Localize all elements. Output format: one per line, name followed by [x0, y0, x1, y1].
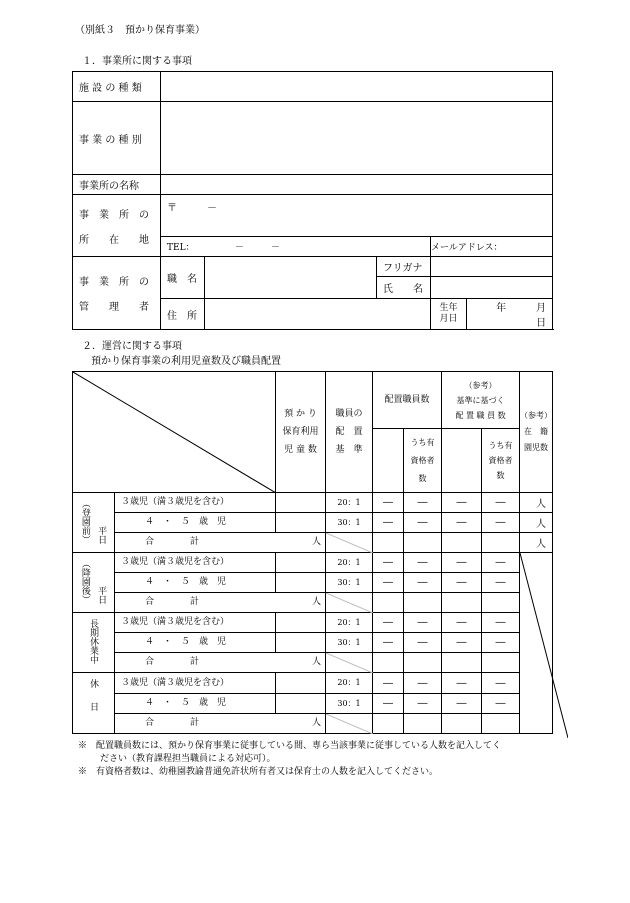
row-total-unit: 人: [311, 657, 321, 667]
ref-staff-cell: ―: [442, 573, 482, 593]
staff-cell: ―: [373, 493, 404, 513]
ratio-age45: 30：1: [326, 694, 373, 714]
ref-qualified-cell: ―: [482, 553, 520, 573]
qualified-cell: ―: [404, 613, 442, 633]
staff-total[interactable]: [373, 593, 404, 613]
postal-field[interactable]: [161, 195, 553, 237]
section2-title: ２．運営に関する事項: [82, 341, 182, 352]
ref-qualified-total[interactable]: [482, 714, 520, 734]
ratio-age3: 20：1: [326, 553, 373, 573]
birthdate-label: [431, 299, 467, 330]
position-label: 職 名: [161, 257, 205, 299]
enrolled-diagonal-cell: [520, 553, 553, 734]
children-age45[interactable]: [276, 633, 326, 653]
diagonal-line: [73, 372, 276, 493]
row-total: [115, 533, 326, 553]
staff-cell: ―: [373, 513, 404, 533]
ref-qualified-header: [482, 429, 520, 493]
position-field[interactable]: [205, 257, 377, 299]
row-age45-label: ４ ・ ５ 歳 児: [115, 694, 276, 714]
enrolled-header: [520, 372, 553, 493]
email-field[interactable]: [431, 237, 553, 257]
qualified-cell: ―: [404, 673, 442, 694]
manager-label-line1: 事 業 所 の: [79, 277, 149, 288]
row-total-label: 合 計: [145, 597, 200, 607]
staffing-table: [72, 371, 553, 734]
staff-count-header: 配置職員数: [373, 372, 442, 429]
qualified-line3: 数: [418, 473, 427, 483]
ref-qualified-cell: ―: [482, 493, 520, 513]
ref-qualified-total[interactable]: [482, 593, 520, 613]
furigana-field[interactable]: [431, 257, 553, 277]
standard-header-line3: 基 準: [335, 445, 363, 455]
children-age45[interactable]: [276, 694, 326, 714]
enrolled-diagonal-line: [520, 553, 568, 738]
residence-label: 住 所: [161, 299, 205, 330]
ref-staff-cell: ―: [442, 553, 482, 573]
address-label-line2: 所 在 地: [79, 234, 149, 246]
qualified-line2: 資格者: [410, 455, 435, 465]
qualified-cell: ―: [404, 493, 442, 513]
enrolled-line1: （参考）: [520, 411, 553, 420]
tel-label: TEL： － －: [167, 243, 281, 253]
children-age3[interactable]: [276, 493, 326, 513]
enrolled-total[interactable]: 人: [520, 533, 553, 553]
hatched-cell: [326, 533, 373, 553]
note-1-cont: ださい（教育課程担当職員による対応可）。: [100, 754, 276, 764]
group-label: 休日: [88, 678, 98, 725]
ref-qualified-line3: 数: [496, 471, 505, 480]
ref-staff-total[interactable]: [442, 653, 482, 673]
ref-qualified-total[interactable]: [482, 653, 520, 673]
ref-staff-line2: 基準に基づく: [456, 395, 505, 405]
staff-total[interactable]: [373, 714, 404, 734]
manager-label-line2: 管 理 者: [79, 302, 149, 313]
ref-staff-line1: （参考）: [464, 380, 497, 390]
qualified-cell: ―: [404, 513, 442, 533]
section2-subtitle: 預かり保育事業の利用児童数及び職員配置: [91, 356, 281, 367]
children-age3[interactable]: [276, 553, 326, 573]
children-header-line1: 預 か り: [284, 409, 317, 419]
ref-staff-cell: ―: [442, 694, 482, 714]
group-label-sub: 平日: [96, 585, 107, 604]
qualified-total[interactable]: [404, 653, 442, 673]
ratio-age45: 30：1: [326, 573, 373, 593]
business-name-field[interactable]: [161, 175, 553, 195]
row-age3-label: ３歳児（満３歳児を含む）: [115, 493, 276, 513]
row-total-unit: 人: [311, 597, 321, 607]
ratio-age45: 30：1: [326, 633, 373, 653]
qualified-cell: ―: [404, 694, 442, 714]
ratio-age3: 20：1: [326, 613, 373, 633]
hatched-line: [326, 533, 373, 553]
ref-qualified-cell: ―: [482, 694, 520, 714]
group-holiday: [73, 673, 115, 734]
row-age45-label: ４ ・ ５ 歳 児: [115, 633, 276, 653]
qualified-line1: うち有: [410, 437, 435, 447]
children-age45[interactable]: [276, 573, 326, 593]
hatched-line: [326, 593, 373, 613]
children-header-line2: 保育利用: [282, 427, 319, 437]
ref-staff-cell: ―: [442, 613, 482, 633]
birthdate-label-line1: 生年: [439, 303, 458, 313]
ref-staff-total[interactable]: [442, 714, 482, 734]
ref-qualified-line2: 資格者: [488, 456, 513, 465]
row-total-unit: 人: [311, 537, 321, 547]
ratio-age3: 20：1: [326, 493, 373, 513]
facility-table: [72, 71, 577, 330]
ref-staff-total[interactable]: [442, 593, 482, 613]
row-age45-label: ４ ・ ５ 歳 児: [115, 513, 276, 533]
group-label: （降園後）: [79, 558, 90, 604]
standard-header: [326, 372, 373, 493]
row-total: [115, 714, 326, 734]
enrolled-line2: 在 籍: [524, 427, 549, 436]
ref-qualified-cell: ―: [482, 633, 520, 653]
group-long-vacation: [73, 613, 115, 673]
tel-field[interactable]: [161, 237, 431, 257]
hatched-cell: [326, 653, 373, 673]
email-label: メールアドレス：: [431, 243, 503, 253]
fullname-field[interactable]: [431, 277, 553, 299]
birthdate-label-line2: 月日: [439, 314, 458, 324]
children-count-header: [276, 372, 326, 493]
children-age3[interactable]: [276, 673, 326, 694]
enrolled-cell[interactable]: 人: [520, 493, 553, 513]
ref-staff-total[interactable]: [442, 533, 482, 553]
business-kind-label: 事 業 の 種 別: [73, 102, 161, 175]
note-2: ※ 有資格者数は、幼稚園教諭普通免許状所有者又は保育士の人数を記入してください。: [78, 767, 439, 777]
ref-qualified-cell: ―: [482, 513, 520, 533]
postal-code: 〒 －: [167, 203, 217, 214]
fullname-label: 氏 名: [377, 277, 431, 299]
facility-type-label: 施 設 の 種 類: [73, 72, 161, 102]
ref-staff-line3: 配 置 職 員 数: [455, 410, 506, 420]
hatched-cell: [326, 714, 373, 734]
ref-qualified-total[interactable]: [482, 533, 520, 553]
row-total-label: 合 計: [145, 718, 200, 728]
ratio-age45: 30：1: [326, 513, 373, 533]
ref-staff-header: [442, 372, 520, 429]
staff-total[interactable]: [373, 533, 404, 553]
row-total-label: 合 計: [145, 537, 200, 547]
staff-cell: ―: [373, 553, 404, 573]
ref-staff-cell: ―: [442, 673, 482, 694]
row-age3-label: ３歳児（満３歳児を含む）: [115, 673, 276, 694]
ref-staff-cell: ―: [442, 513, 482, 533]
qualified-cell: ―: [404, 573, 442, 593]
qualified-total[interactable]: [404, 533, 442, 553]
hatched-line: [326, 653, 373, 673]
staff-cell: ―: [373, 633, 404, 653]
standard-header-line1: 職員の: [335, 409, 363, 419]
birthdate-field[interactable]: 年 月 日: [467, 299, 553, 330]
diagonal-header: [73, 372, 276, 493]
facility-type-field[interactable]: [161, 72, 553, 102]
staff-cell: ―: [373, 613, 404, 633]
business-name-label: 事業所の名称: [73, 175, 161, 195]
row-total-label: 合 計: [145, 657, 200, 667]
ref-qualified-line1: うち有: [488, 441, 513, 450]
ref-staff-cell: ―: [442, 493, 482, 513]
section1-title: １．事業所に関する事項: [82, 56, 192, 67]
manager-label: [73, 257, 161, 330]
group-label: 長期休業中: [88, 618, 98, 664]
address-label: [73, 195, 161, 257]
qualified-cell: ―: [404, 633, 442, 653]
standard-header-line2: 配 置: [335, 427, 363, 437]
group-label: （登園前）: [79, 498, 90, 544]
staff-cell: ―: [373, 573, 404, 593]
hatched-cell: [326, 593, 373, 613]
ref-qualified-cell: ―: [482, 673, 520, 694]
staff-cell: ―: [373, 673, 404, 694]
row-age3-label: ３歳児（満３歳児を含む）: [115, 553, 276, 573]
row-total-unit: 人: [311, 718, 321, 728]
group-weekday-after: [73, 553, 115, 613]
row-total: [115, 593, 326, 613]
qualified-total[interactable]: [404, 714, 442, 734]
ref-qualified-cell: ―: [482, 613, 520, 633]
hatched-line: [326, 714, 373, 734]
group-weekday-before: [73, 493, 115, 553]
qualified-total[interactable]: [404, 593, 442, 613]
qualified-header: [404, 429, 442, 493]
ratio-age3: 20：1: [326, 673, 373, 694]
residence-field[interactable]: [205, 299, 431, 330]
enrolled-cell[interactable]: 人: [520, 513, 553, 533]
children-age45[interactable]: [276, 513, 326, 533]
business-kind-field[interactable]: [161, 102, 553, 175]
furigana-label: フリガナ: [377, 257, 431, 277]
staff-cell: ―: [373, 694, 404, 714]
document-header: （別紙３ 預かり保育事業）: [75, 25, 205, 36]
ref-staff-cell: ―: [442, 633, 482, 653]
address-label-line1: 事 業 所 の: [79, 209, 149, 221]
row-age3-label: ３歳児（満３歳児を含む）: [115, 613, 276, 633]
ref-qualified-cell: ―: [482, 573, 520, 593]
row-total: [115, 653, 326, 673]
children-header-line3: 児 童 数: [284, 445, 317, 455]
group-label-sub: 平日: [96, 525, 107, 544]
note-1: ※ 配置職員数には、預かり保育事業に従事している間、専ら当該事業に従事している人数を記入してく: [78, 741, 502, 751]
row-age45-label: ４ ・ ５ 歳 児: [115, 573, 276, 593]
staff-total[interactable]: [373, 653, 404, 673]
children-age3[interactable]: [276, 613, 326, 633]
qualified-cell: ―: [404, 553, 442, 573]
enrolled-line3: 園児数: [524, 443, 549, 452]
